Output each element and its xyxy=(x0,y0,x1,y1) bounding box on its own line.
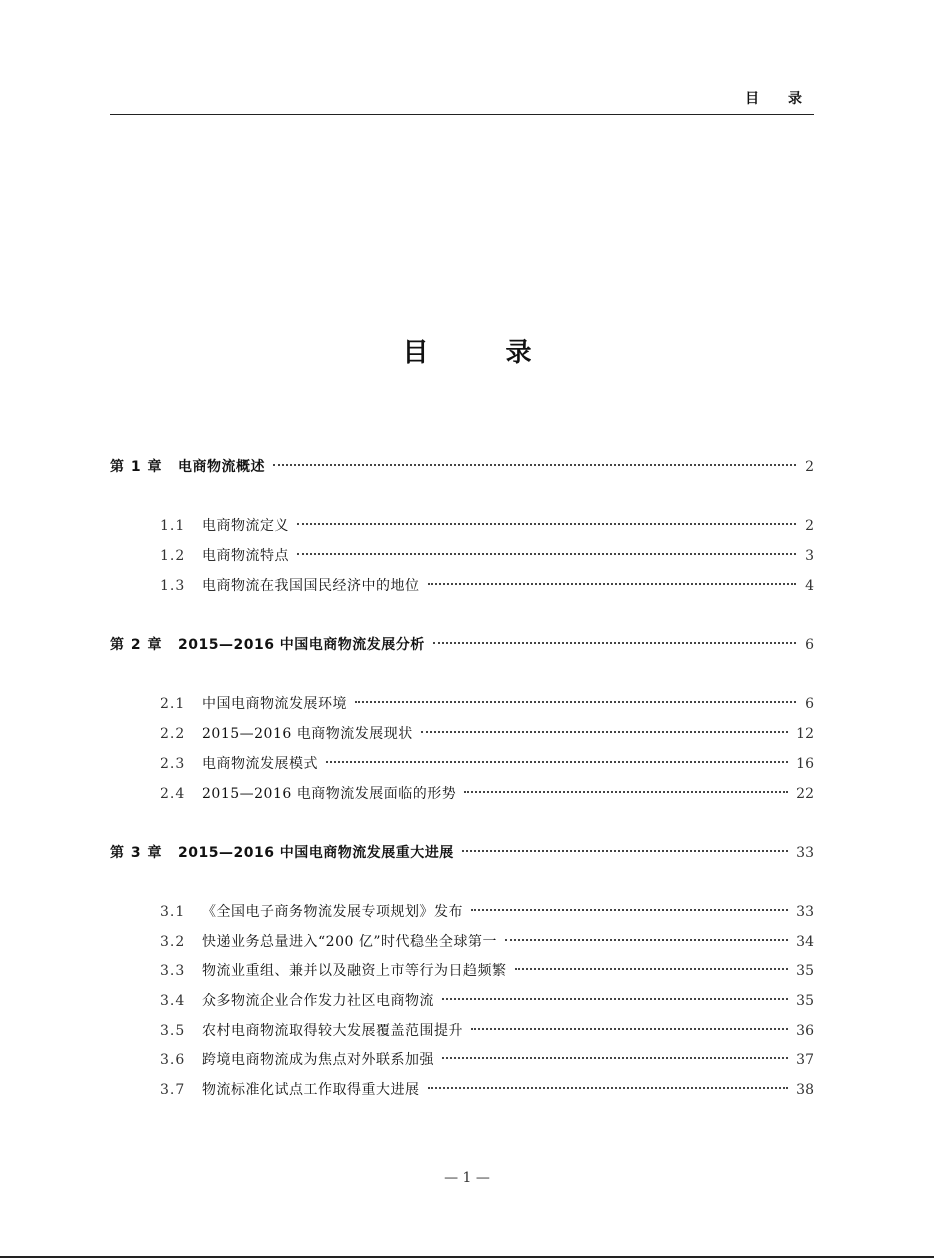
toc-title: 2015—2016 电商物流发展面临的形势 xyxy=(202,786,457,802)
toc-section-3-3[interactable] xyxy=(160,960,814,982)
toc-number: 第 3 章 xyxy=(110,845,163,861)
toc-number: 3.6 xyxy=(160,1052,186,1068)
toc-leader xyxy=(442,1057,788,1059)
toc-leader xyxy=(505,939,788,941)
toc-section-3-1[interactable] xyxy=(160,901,814,923)
toc-section-1-2[interactable] xyxy=(160,545,814,567)
running-head: 目 录 xyxy=(745,91,814,107)
toc-page: 6 xyxy=(805,637,814,653)
toc-number: 3.1 xyxy=(160,904,186,920)
toc-leader xyxy=(471,1028,788,1030)
toc-leader xyxy=(464,791,788,793)
toc-title: 跨境电商物流成为焦点对外联系加强 xyxy=(202,1052,434,1068)
toc-number: 2.4 xyxy=(160,786,186,802)
toc-title: 快递业务总量进入“200 亿”时代稳坐全球第一 xyxy=(202,934,497,950)
toc-title: 《全国电子商务物流发展专项规划》发布 xyxy=(202,904,463,920)
toc-page: 37 xyxy=(796,1052,814,1068)
toc-leader xyxy=(355,701,796,703)
toc-leader xyxy=(442,998,788,1000)
toc-chapter-1[interactable] xyxy=(110,456,814,478)
toc-page: 12 xyxy=(796,726,814,742)
toc-section-2-1[interactable] xyxy=(160,693,814,715)
toc-number: 3.3 xyxy=(160,963,186,979)
toc-page: 33 xyxy=(796,904,814,920)
toc-number: 2.3 xyxy=(160,756,186,772)
toc-section-3-7[interactable] xyxy=(160,1079,814,1101)
toc-chapter-2[interactable] xyxy=(110,634,814,656)
toc-title: 中国电商物流发展环境 xyxy=(202,696,347,712)
toc-leader xyxy=(433,642,796,644)
toc-section-2-3[interactable] xyxy=(160,753,814,775)
toc-section-3-6[interactable] xyxy=(160,1049,814,1071)
toc-title: 电商物流概述 xyxy=(178,459,265,475)
toc-leader xyxy=(297,553,796,555)
toc-number: 2.1 xyxy=(160,696,186,712)
toc-section-3-5[interactable] xyxy=(160,1020,814,1042)
toc-title: 物流标准化试点工作取得重大进展 xyxy=(202,1082,420,1098)
toc-title: 2015—2016 中国电商物流发展重大进展 xyxy=(178,845,454,861)
toc-title: 众多物流企业合作发力社区电商物流 xyxy=(202,993,434,1009)
toc-number: 第 1 章 xyxy=(110,459,163,475)
toc-number: 3.2 xyxy=(160,934,186,950)
toc-title: 电商物流定义 xyxy=(202,518,289,534)
toc-title: 2015—2016 电商物流发展现状 xyxy=(202,726,413,742)
toc-section-1-1[interactable] xyxy=(160,515,814,537)
toc-title: 电商物流发展模式 xyxy=(202,756,318,772)
toc-section-3-2[interactable] xyxy=(160,931,814,953)
toc-title: 2015—2016 中国电商物流发展分析 xyxy=(178,637,425,653)
toc-chapter-3[interactable] xyxy=(110,842,814,864)
toc-section-1-3[interactable] xyxy=(160,575,814,597)
toc-page: 36 xyxy=(796,1023,814,1039)
toc-leader xyxy=(515,968,789,970)
toc-page: 2 xyxy=(805,459,814,475)
toc-number: 3.5 xyxy=(160,1023,186,1039)
bottom-rule xyxy=(0,1256,934,1258)
toc-leader xyxy=(326,761,788,763)
toc-leader xyxy=(462,850,788,852)
toc-title: 电商物流特点 xyxy=(202,548,289,564)
toc-page: 16 xyxy=(796,756,814,772)
toc-leader xyxy=(421,731,788,733)
toc-page: 35 xyxy=(796,963,814,979)
toc-number: 3.4 xyxy=(160,993,186,1009)
toc-title: 物流业重组、兼并以及融资上市等行为日趋频繁 xyxy=(202,963,507,979)
toc-section-3-4[interactable] xyxy=(160,990,814,1012)
toc-leader xyxy=(428,1087,789,1089)
toc-page: 35 xyxy=(796,993,814,1009)
toc-page: 38 xyxy=(796,1082,814,1098)
toc-page: 34 xyxy=(796,934,814,950)
toc-section-2-2[interactable] xyxy=(160,723,814,745)
toc-leader xyxy=(471,909,788,911)
toc-page: 4 xyxy=(805,578,814,594)
toc-page: 2 xyxy=(805,518,814,534)
toc-section-2-4[interactable] xyxy=(160,783,814,805)
toc-number: 3.7 xyxy=(160,1082,186,1098)
toc-leader xyxy=(273,464,796,466)
toc-number: 第 2 章 xyxy=(110,637,163,653)
toc-number: 1.3 xyxy=(160,578,186,594)
toc-leader xyxy=(297,523,796,525)
toc-page: 3 xyxy=(805,548,814,564)
toc-title: 农村电商物流取得较大发展覆盖范围提升 xyxy=(202,1023,463,1039)
page-title: 目 录 xyxy=(402,338,566,368)
toc-number: 2.2 xyxy=(160,726,186,742)
page-number: — 1 — xyxy=(444,1170,490,1186)
toc-number: 1.2 xyxy=(160,548,186,564)
toc-page: 22 xyxy=(796,786,814,802)
toc-page: 6 xyxy=(805,696,814,712)
toc-title: 电商物流在我国国民经济中的地位 xyxy=(202,578,420,594)
toc-leader xyxy=(428,583,797,585)
toc-page: 33 xyxy=(796,845,814,861)
toc-number: 1.1 xyxy=(160,518,186,534)
header-rule xyxy=(110,114,814,115)
